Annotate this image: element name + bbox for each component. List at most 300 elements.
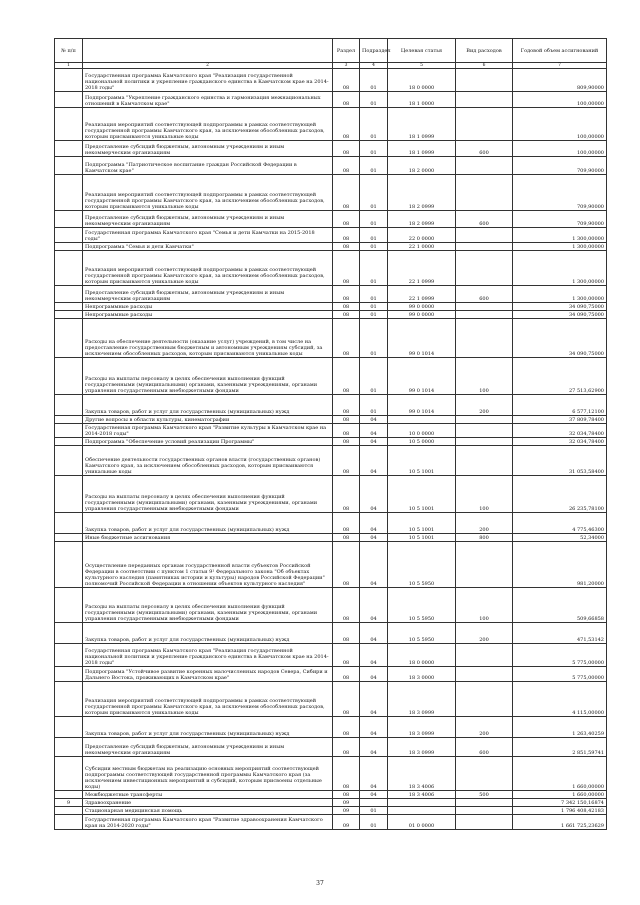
page-number: 37	[316, 880, 324, 887]
row-expense-type	[456, 228, 513, 243]
row-amount: 809,90000	[513, 69, 607, 92]
table-row	[55, 319, 607, 358]
table-row	[55, 211, 607, 228]
row-name: Предоставление субсидий бюджетным, автономным учреждениям и иным некоммерческим организациям	[83, 286, 333, 303]
row-expense-type	[456, 644, 513, 667]
row-subsection: 04	[360, 757, 388, 791]
row-name: Предоставление субсидий бюджетным, автономным учреждениям и иным некоммерческим организациям	[83, 141, 333, 157]
row-target: 99 0 1014	[388, 395, 456, 416]
row-target: 10 0 0000	[388, 424, 456, 438]
row-subsection: 01	[360, 358, 388, 395]
row-section: 08	[333, 791, 360, 799]
header-target: Целевая статья	[388, 39, 456, 63]
row-amount: 981,20000	[513, 542, 607, 588]
row-expense-type: 600	[456, 286, 513, 303]
row-subsection	[360, 799, 388, 807]
table-row	[55, 623, 607, 644]
row-subsection: 04	[360, 682, 388, 717]
row-expense-type: 100	[456, 358, 513, 395]
row-target: 10 5 1001	[388, 513, 456, 534]
row-section: 08	[333, 588, 360, 623]
row-number	[55, 476, 83, 513]
row-section: 08	[333, 446, 360, 476]
row-name: Подпрограмма "Укрепление гражданского единства и гармонизация межнациональных отношений в Камчатском крае"	[83, 92, 333, 108]
table-row	[55, 286, 607, 303]
row-amount: 709,90000	[513, 211, 607, 228]
row-target: 22 1 0999	[388, 251, 456, 286]
row-number	[55, 424, 83, 438]
row-number	[55, 588, 83, 623]
table-row	[55, 228, 607, 243]
row-subsection: 01	[360, 311, 388, 319]
row-section: 08	[333, 175, 360, 211]
row-section: 08	[333, 311, 360, 319]
row-target: 18 2 0999	[388, 211, 456, 228]
row-amount: 509,66858	[513, 588, 607, 623]
row-subsection: 04	[360, 623, 388, 644]
row-section: 08	[333, 358, 360, 395]
row-number	[55, 438, 83, 446]
row-section: 08	[333, 157, 360, 175]
header-expense-type: Вид расходов	[456, 39, 513, 63]
row-target: 18 2 0999	[388, 175, 456, 211]
row-section: 08	[333, 667, 360, 682]
header-no: № п/п	[55, 39, 83, 63]
row-target: 99 0 0000	[388, 303, 456, 311]
row-expense-type: 200	[456, 513, 513, 534]
row-amount: 34 090,75000	[513, 303, 607, 311]
row-subsection: 04	[360, 438, 388, 446]
row-section: 08	[333, 69, 360, 92]
row-amount: 1 796 408,42183	[513, 807, 607, 815]
table-row	[55, 682, 607, 717]
row-subsection: 01	[360, 807, 388, 815]
row-section: 08	[333, 513, 360, 534]
row-target: 22 1 0999	[388, 286, 456, 303]
row-number	[55, 757, 83, 791]
row-expense-type	[456, 757, 513, 791]
row-amount: 6 577,12100	[513, 395, 607, 416]
budget-table-sheet	[54, 38, 606, 830]
row-section: 08	[333, 286, 360, 303]
row-name: Подпрограмма "Патриотическое воспитание граждан Российской Федерации в Камчатском крае"	[83, 157, 333, 175]
row-expense-type	[456, 807, 513, 815]
table-row	[55, 807, 607, 815]
column-number: 5	[388, 63, 456, 69]
row-section: 08	[333, 738, 360, 757]
row-expense-type	[456, 438, 513, 446]
row-section: 08	[333, 682, 360, 717]
row-section: 08	[333, 92, 360, 108]
row-target	[388, 416, 456, 424]
row-expense-type	[456, 243, 513, 251]
row-expense-type	[456, 815, 513, 830]
row-target: 99 0 1014	[388, 319, 456, 358]
row-amount: 1 300,00000	[513, 228, 607, 243]
row-target	[388, 807, 456, 815]
row-amount: 34 090,75000	[513, 311, 607, 319]
row-name: Расходы на выплаты персоналу в целях обеспечения выполнения функций государственными (муниципальными) органами, казенными учреждениями, органами управления государственными внебюджетными фондами	[83, 476, 333, 513]
row-section: 08	[333, 395, 360, 416]
row-target: 10 5 5950	[388, 542, 456, 588]
table-row	[55, 757, 607, 791]
row-name: Подпрограмма "Устойчивое развитие коренных малочисленных народов Севера, Сибири и Дальнего Востока, проживающих в Камчатском крае"	[83, 667, 333, 682]
table-row	[55, 717, 607, 738]
row-section: 08	[333, 303, 360, 311]
row-amount: 27 513,62900	[513, 358, 607, 395]
table-row	[55, 667, 607, 682]
row-target: 10 5 0000	[388, 438, 456, 446]
row-number	[55, 286, 83, 303]
header-section: Раздел	[333, 39, 360, 63]
row-section: 08	[333, 251, 360, 286]
row-amount: 1 661 725,23629	[513, 815, 607, 830]
row-subsection: 04	[360, 534, 388, 542]
row-amount: 37 809,78400	[513, 416, 607, 424]
row-section: 08	[333, 542, 360, 588]
row-subsection: 01	[360, 243, 388, 251]
header-name	[83, 39, 333, 63]
row-number	[55, 69, 83, 92]
row-target: 01 0 0000	[388, 815, 456, 830]
row-target: 18 0 0000	[388, 69, 456, 92]
row-amount: 34 090,75000	[513, 319, 607, 358]
row-name: Межбюджетные трансферты	[83, 791, 333, 799]
row-subsection: 04	[360, 738, 388, 757]
row-name: Предоставление субсидий бюджетным, автономным учреждениям и иным некоммерческим организациям	[83, 738, 333, 757]
row-number	[55, 251, 83, 286]
row-subsection: 04	[360, 513, 388, 534]
row-name: Непрограммные расходы	[83, 303, 333, 311]
row-amount: 100,00000	[513, 108, 607, 141]
row-name: Государственная программа Камчатского края "Реализация государственной национальной политики и укрепление гражданского единства в Камчатском крае на 2014-2018 годы"	[83, 644, 333, 667]
row-subsection: 01	[360, 815, 388, 830]
row-name: Государственная программа Камчатского края "Реализация государственной национальной политики и укрепление гражданского единства в Камчатском крае на 2014-2018 годы"	[83, 69, 333, 92]
table-row	[55, 92, 607, 108]
row-expense-type: 600	[456, 141, 513, 157]
row-subsection: 01	[360, 141, 388, 157]
row-expense-type	[456, 319, 513, 358]
table-row	[55, 424, 607, 438]
row-number	[55, 303, 83, 311]
row-amount: 1 300,00000	[513, 286, 607, 303]
row-target: 22 1 0000	[388, 243, 456, 251]
row-section: 08	[333, 141, 360, 157]
budget-table	[54, 38, 607, 830]
row-name: Расходы на выплаты персоналу в целях обеспечения выполнения функций государственными (муниципальными) органами, казенными учреждениями, органами управления государственными внебюджетными фондами	[83, 358, 333, 395]
column-number: 4	[360, 63, 388, 69]
row-section: 08	[333, 108, 360, 141]
row-section: 08	[333, 476, 360, 513]
row-target: 18 3 0999	[388, 682, 456, 717]
row-expense-type: 600	[456, 738, 513, 757]
row-number	[55, 141, 83, 157]
row-target: 10 5 1001	[388, 446, 456, 476]
row-number	[55, 791, 83, 799]
row-expense-type: 800	[456, 534, 513, 542]
row-name: Расходы на обеспечение деятельности (оказание услуг) учреждений, в том числе на предоставление государственным бюджетным и автономным учреждениям субсидий, за исключением обособленных расходов, которым присваиваются уникальные коды	[83, 319, 333, 358]
header-subsection: Подраздел	[360, 39, 388, 63]
row-subsection: 01	[360, 108, 388, 141]
row-section: 09	[333, 807, 360, 815]
row-amount: 31 053,58400	[513, 446, 607, 476]
row-number	[55, 682, 83, 717]
table-row	[55, 799, 607, 807]
row-amount: 1 660,00000	[513, 757, 607, 791]
row-section: 08	[333, 623, 360, 644]
row-target: 10 5 1001	[388, 476, 456, 513]
row-name: Стационарная медицинская помощь	[83, 807, 333, 815]
row-number	[55, 311, 83, 319]
row-section: 08	[333, 644, 360, 667]
row-name: Реализация мероприятий соответствующей подпрограммы в рамках соответствующей государственной программы Камчатского края, за исключением обособленных расходов, которым присваиваются уникальные коды	[83, 251, 333, 286]
table-row	[55, 438, 607, 446]
row-amount: 32 034,78400	[513, 438, 607, 446]
row-target: 99 0 0000	[388, 311, 456, 319]
column-number: 6	[456, 63, 513, 69]
row-amount: 5 775,00000	[513, 667, 607, 682]
row-number	[55, 243, 83, 251]
row-expense-type: 100	[456, 476, 513, 513]
row-name: Непрограммные расходы	[83, 311, 333, 319]
row-subsection: 01	[360, 286, 388, 303]
table-row	[55, 243, 607, 251]
row-subsection: 01	[360, 395, 388, 416]
row-target	[388, 799, 456, 807]
row-subsection: 01	[360, 157, 388, 175]
row-target: 99 0 1014	[388, 358, 456, 395]
row-amount: 100,00000	[513, 92, 607, 108]
column-number: 7	[513, 63, 607, 69]
row-expense-type	[456, 682, 513, 717]
row-section: 08	[333, 757, 360, 791]
table-header-row	[55, 39, 607, 63]
column-number: 1	[55, 63, 83, 69]
table-row	[55, 141, 607, 157]
row-expense-type	[456, 667, 513, 682]
row-expense-type	[456, 446, 513, 476]
row-amount: 1 300,00000	[513, 251, 607, 286]
row-expense-type: 100	[456, 588, 513, 623]
row-subsection: 04	[360, 446, 388, 476]
table-row	[55, 815, 607, 830]
row-number	[55, 211, 83, 228]
row-expense-type	[456, 157, 513, 175]
row-number	[55, 717, 83, 738]
row-name: Предоставление субсидий бюджетным, автономным учреждениям и иным некоммерческим организациям	[83, 211, 333, 228]
row-subsection: 01	[360, 228, 388, 243]
table-row	[55, 108, 607, 141]
table-row	[55, 358, 607, 395]
row-target: 18 0 0000	[388, 644, 456, 667]
row-amount: 709,90000	[513, 157, 607, 175]
row-subsection: 04	[360, 588, 388, 623]
row-subsection: 04	[360, 644, 388, 667]
row-subsection: 01	[360, 251, 388, 286]
column-number: 3	[333, 63, 360, 69]
row-target: 18 1 0999	[388, 141, 456, 157]
row-target: 18 1 0000	[388, 92, 456, 108]
row-number: 9	[55, 799, 83, 807]
row-amount: 52,34000	[513, 534, 607, 542]
row-name: Реализация мероприятий соответствующей подпрограммы в рамках соответствующей государственной программы Камчатского края, за исключением обособленных расходов, которым присваиваются уникальные коды	[83, 175, 333, 211]
row-name: Реализация мероприятий соответствующей подпрограммы в рамках соответствующей государственной программы Камчатского края, за исключением обособленных расходов, которым присваиваются уникальные коды	[83, 682, 333, 717]
row-number	[55, 667, 83, 682]
row-number	[55, 534, 83, 542]
table-row	[55, 251, 607, 286]
row-expense-type: 200	[456, 623, 513, 644]
row-expense-type	[456, 542, 513, 588]
row-target: 10 5 5950	[388, 623, 456, 644]
row-name: Подпрограмма "Обеспечение условий реализации Программы"	[83, 438, 333, 446]
row-expense-type: 600	[456, 211, 513, 228]
row-subsection: 04	[360, 717, 388, 738]
table-row	[55, 446, 607, 476]
table-row	[55, 513, 607, 534]
row-number	[55, 358, 83, 395]
row-expense-type: 500	[456, 791, 513, 799]
row-amount: 100,00000	[513, 141, 607, 157]
row-section: 08	[333, 228, 360, 243]
row-amount: 4 115,00000	[513, 682, 607, 717]
row-subsection: 01	[360, 92, 388, 108]
row-target: 18 3 0000	[388, 667, 456, 682]
row-target: 22 0 0000	[388, 228, 456, 243]
row-section: 08	[333, 534, 360, 542]
row-subsection: 01	[360, 211, 388, 228]
row-amount: 1 300,00000	[513, 243, 607, 251]
row-amount: 709,90000	[513, 175, 607, 211]
row-name: Закупка товаров, работ и услуг для государственных (муниципальных) нужд	[83, 513, 333, 534]
row-target: 10 5 1001	[388, 534, 456, 542]
row-subsection: 04	[360, 476, 388, 513]
row-section: 08	[333, 319, 360, 358]
row-amount: 5 775,00000	[513, 644, 607, 667]
header-annual: Годовой объем ассигнований	[513, 39, 607, 63]
row-expense-type	[456, 799, 513, 807]
row-subsection: 01	[360, 319, 388, 358]
row-name: Здравоохранение	[83, 799, 333, 807]
row-number	[55, 92, 83, 108]
row-number	[55, 395, 83, 416]
row-amount: 2 851,59741	[513, 738, 607, 757]
row-name: Другие вопросы в области культуры, кинематографии	[83, 416, 333, 424]
row-expense-type	[456, 175, 513, 211]
row-expense-type	[456, 251, 513, 286]
row-target: 18 3 0999	[388, 738, 456, 757]
table-row	[55, 157, 607, 175]
row-subsection: 04	[360, 424, 388, 438]
row-section: 08	[333, 211, 360, 228]
row-name: Государственная программа Камчатского края "Семья и дети Камчатки на 2015-2018 годы"	[83, 228, 333, 243]
row-name: Осуществление переданных органам государственной власти субъектов Российской Федерации в соответствии с пунктом 1 статьи 9¹ Федерального закона "Об объектах культурного наследия (памятниках истории и культуры) народов Российской Федерации" полномочий Российской Федерации в отношении объектов культурного наследия"	[83, 542, 333, 588]
row-subsection: 01	[360, 303, 388, 311]
table-row	[55, 69, 607, 92]
row-expense-type: 200	[456, 395, 513, 416]
row-number	[55, 416, 83, 424]
table-row	[55, 311, 607, 319]
table-row	[55, 395, 607, 416]
row-section: 08	[333, 416, 360, 424]
row-amount: 32 034,78400	[513, 424, 607, 438]
table-row	[55, 644, 607, 667]
table-row	[55, 476, 607, 513]
row-amount: 1 263,40259	[513, 717, 607, 738]
row-number	[55, 623, 83, 644]
row-number	[55, 644, 83, 667]
row-number	[55, 175, 83, 211]
table-row	[55, 588, 607, 623]
table-row	[55, 534, 607, 542]
row-number	[55, 446, 83, 476]
table-row	[55, 416, 607, 424]
row-number	[55, 738, 83, 757]
row-name: Государственная программа Камчатского края "Развитие культуры в Камчатском крае на 2014-2018 годы"	[83, 424, 333, 438]
row-number	[55, 815, 83, 830]
row-amount: 7 342 150,16874	[513, 799, 607, 807]
row-number	[55, 319, 83, 358]
row-name: Закупка товаров, работ и услуг для государственных (муниципальных) нужд	[83, 623, 333, 644]
table-row	[55, 791, 607, 799]
row-target: 18 2 0000	[388, 157, 456, 175]
row-number	[55, 513, 83, 534]
table-row	[55, 303, 607, 311]
row-name: Закупка товаров, работ и услуг для государственных (муниципальных) нужд	[83, 717, 333, 738]
row-subsection: 01	[360, 69, 388, 92]
row-number	[55, 807, 83, 815]
row-target: 18 3 4006	[388, 757, 456, 791]
row-section: 08	[333, 243, 360, 251]
row-amount: 26 235,78100	[513, 476, 607, 513]
row-amount: 4 775,46300	[513, 513, 607, 534]
table-row	[55, 175, 607, 211]
row-expense-type	[456, 416, 513, 424]
row-number	[55, 542, 83, 588]
row-expense-type	[456, 92, 513, 108]
row-expense-type	[456, 303, 513, 311]
row-name: Обеспечение деятельности государственных органов власти (государственных органов) Камчатского края, за исключением обособленных расходов, которым присваиваются уникальные коды	[83, 446, 333, 476]
row-section: 09	[333, 815, 360, 830]
row-target: 18 3 4006	[388, 791, 456, 799]
row-name: Иные бюджетные ассигнования	[83, 534, 333, 542]
row-target: 10 5 5950	[388, 588, 456, 623]
row-section: 08	[333, 717, 360, 738]
row-expense-type: 200	[456, 717, 513, 738]
row-target: 18 1 0999	[388, 108, 456, 141]
row-name: Закупка товаров, работ и услуг для государственных (муниципальных) нужд	[83, 395, 333, 416]
table-row	[55, 738, 607, 757]
row-subsection: 01	[360, 175, 388, 211]
row-expense-type	[456, 311, 513, 319]
row-section: 08	[333, 438, 360, 446]
row-expense-type	[456, 424, 513, 438]
table-row	[55, 542, 607, 588]
row-name: Субсидии местным бюджетам на реализацию основных мероприятий соответствующей подпрограммы соответствующей государственной программы Камчатского края (за исключением инвестиционных мероприятий и субсидий, которым присвоены отдельные коды)	[83, 757, 333, 791]
row-name: Подпрограмма "Семья и дети Камчатки"	[83, 243, 333, 251]
row-number	[55, 228, 83, 243]
row-name: Реализация мероприятий соответствующей подпрограммы в рамках соответствующей государственной программы Камчатского края, за исключением обособленных расходов, которым присваиваются уникальные коды	[83, 108, 333, 141]
row-section: 08	[333, 424, 360, 438]
row-section: 09	[333, 799, 360, 807]
row-expense-type	[456, 69, 513, 92]
column-number: 2	[83, 63, 333, 69]
row-subsection: 04	[360, 667, 388, 682]
row-target: 18 3 0999	[388, 717, 456, 738]
row-amount: 1 660,00000	[513, 791, 607, 799]
row-expense-type	[456, 108, 513, 141]
row-name: Государственная программа Камчатского края "Развитие здравоохранения Камчатского края на 2014-2020 годы"	[83, 815, 333, 830]
row-number	[55, 108, 83, 141]
